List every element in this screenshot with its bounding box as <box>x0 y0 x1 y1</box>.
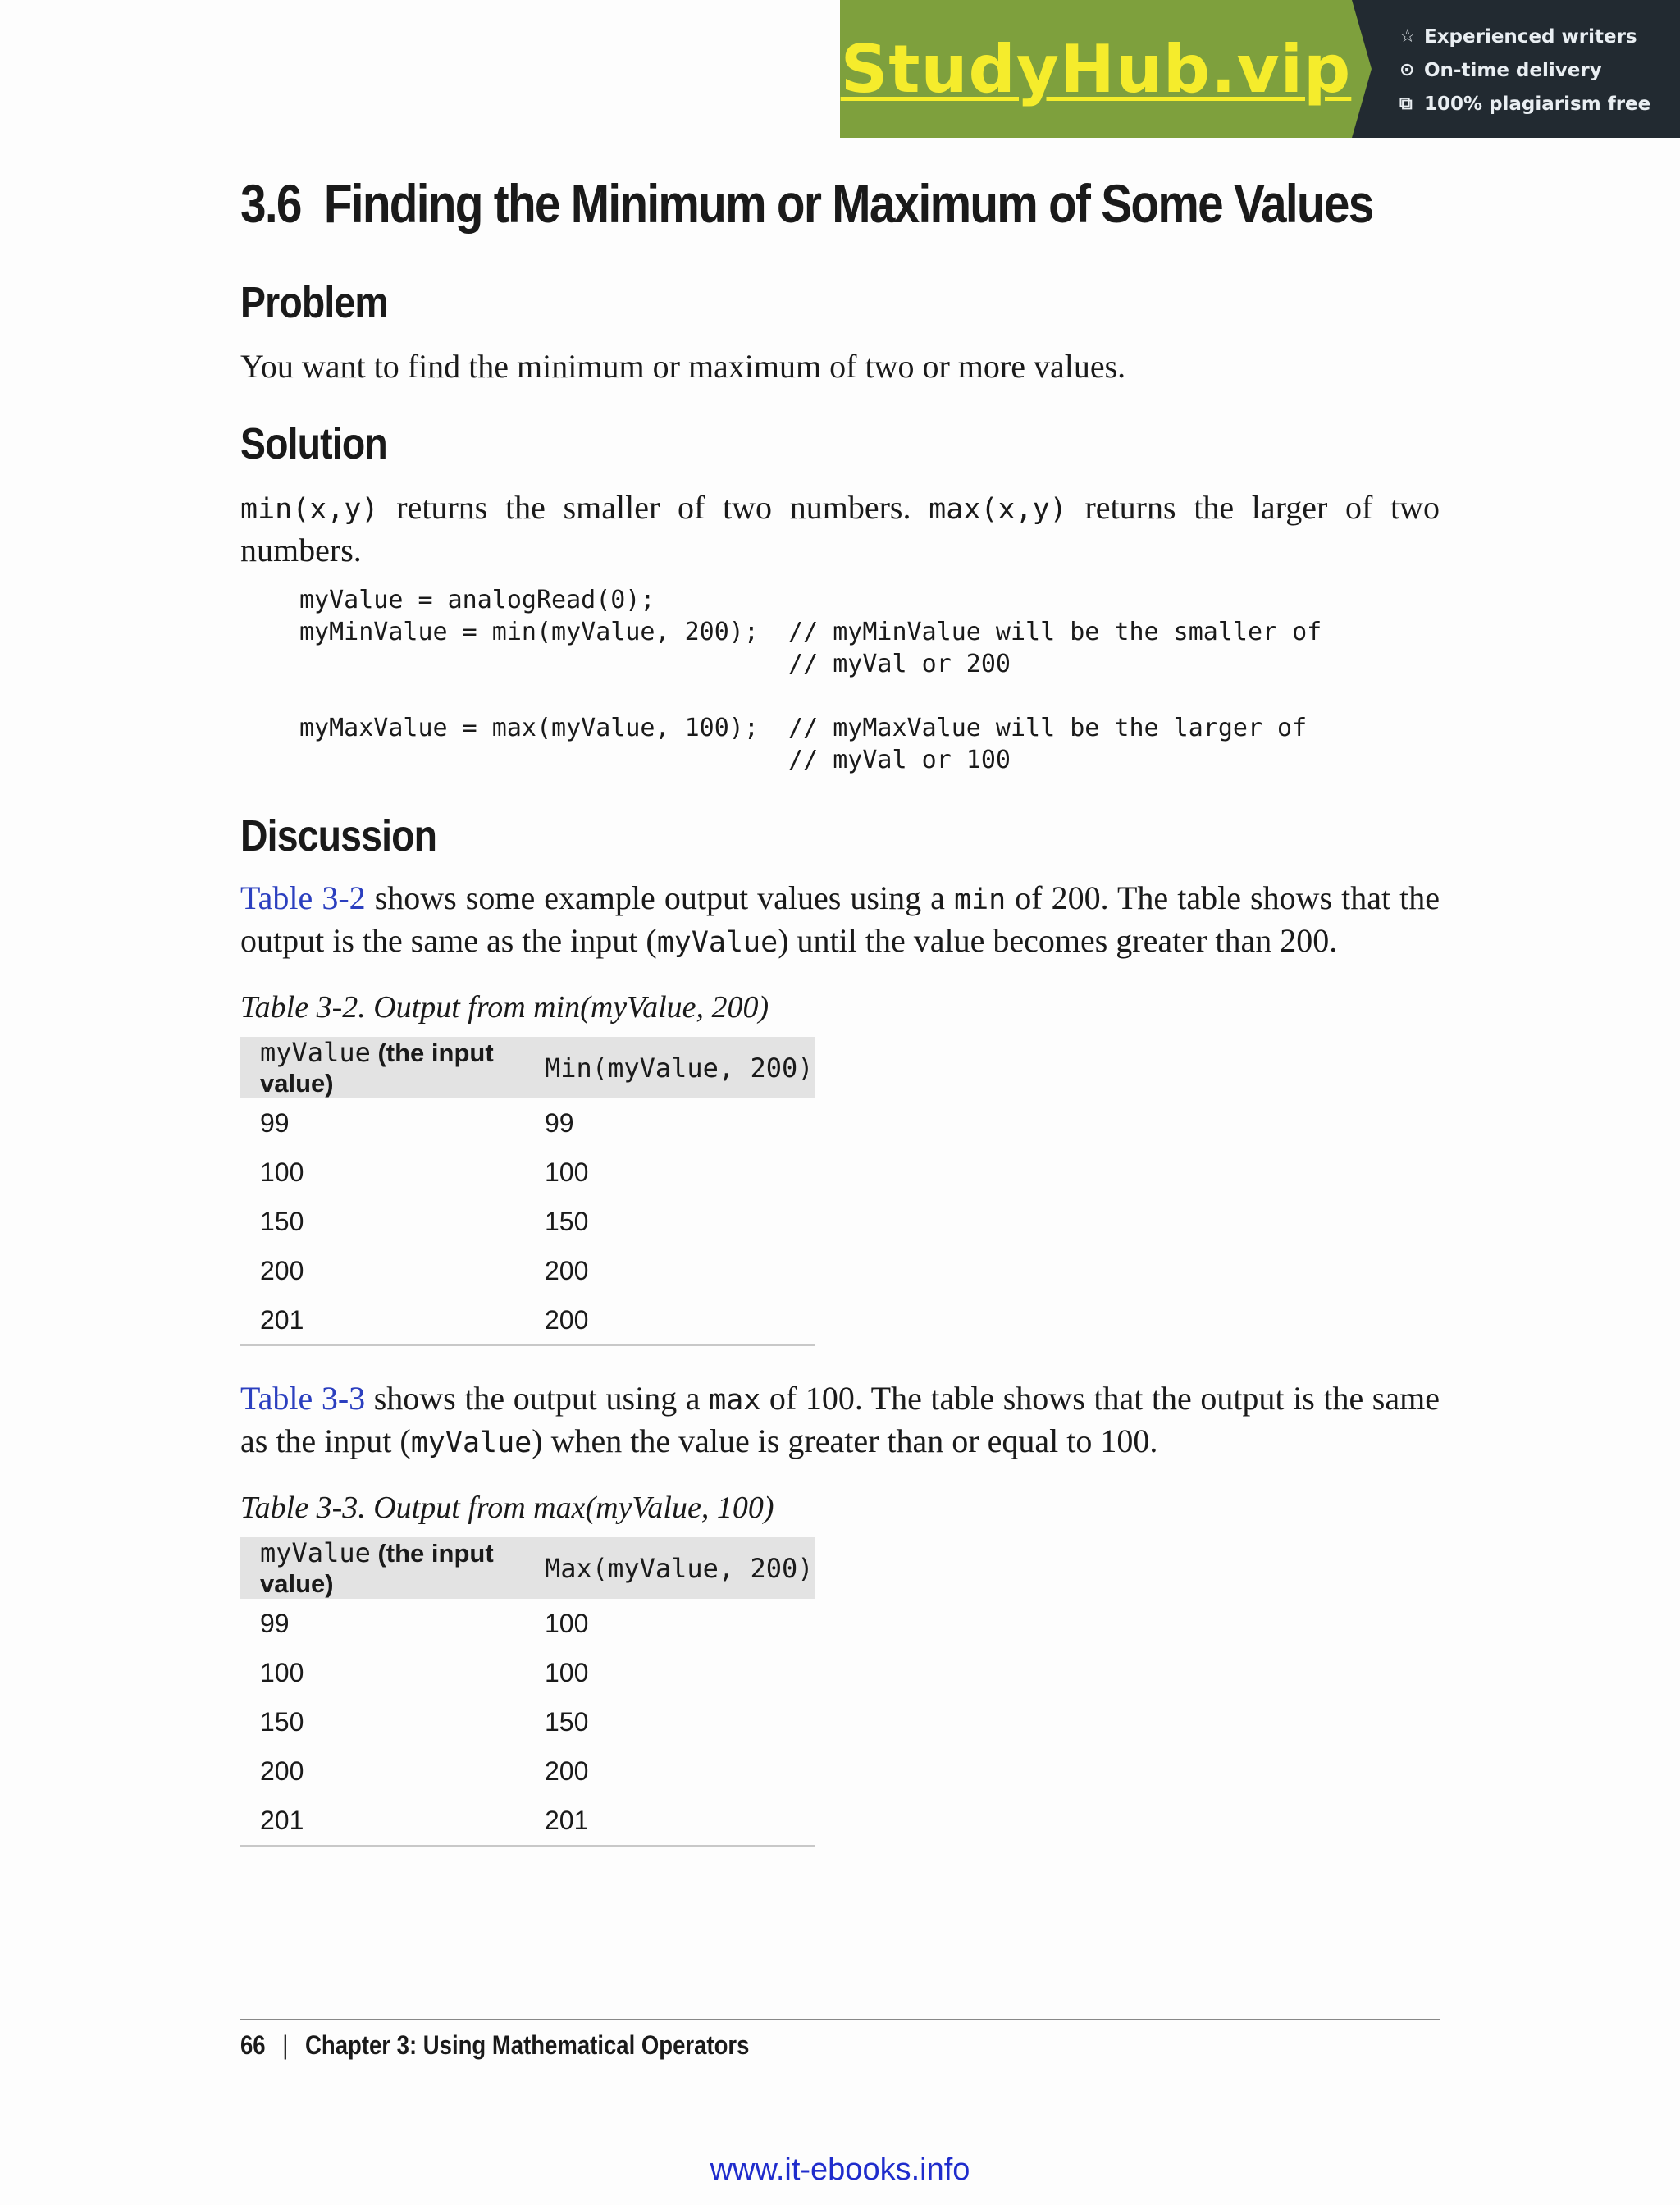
table-3-2 <box>240 1037 815 1346</box>
paragraph-text: ) when the value is greater than or equal to 100. <box>532 1422 1158 1459</box>
table-3-3-caption: Table 3-3. Output from max(myValue, 100) <box>240 1491 774 1525</box>
table-cell: 150 <box>545 1206 589 1236</box>
table-cell: 150 <box>260 1706 304 1737</box>
banner-feature <box>1399 20 1680 53</box>
banner-feature-label: Experienced writers <box>1424 25 1637 48</box>
ad-banner[interactable] <box>840 0 1680 138</box>
table-3-2-link[interactable]: Table 3-2 <box>240 879 366 916</box>
banner-feature <box>1399 53 1680 87</box>
star-icon: ☆ <box>1399 26 1416 47</box>
banner-feature <box>1399 87 1680 121</box>
table-cell: 99 <box>260 1608 290 1638</box>
inline-code: max(x,y) <box>929 493 1067 526</box>
footer-divider <box>240 2019 1440 2020</box>
table-row <box>240 1648 815 1697</box>
paragraph-text: shows the output using a <box>365 1380 710 1417</box>
header-code: myValue <box>260 1537 371 1568</box>
table-cell: 99 <box>545 1107 574 1138</box>
discussion-paragraph-2 <box>240 1378 1440 1463</box>
header-code: myValue <box>260 1037 371 1068</box>
banner-features <box>1352 0 1680 138</box>
table-row <box>240 1295 815 1345</box>
banner-arrow <box>1352 0 1372 138</box>
table-cell: 201 <box>240 1796 525 1846</box>
banner-feature-label: 100% plagiarism free <box>1424 93 1651 115</box>
table-cell: 150 <box>260 1206 304 1236</box>
page-footer <box>240 2030 749 2061</box>
inline-code: max <box>709 1384 761 1417</box>
table-3-3-link[interactable]: Table 3-3 <box>240 1380 366 1417</box>
column-header <box>240 1537 525 1599</box>
table-cell: 100 <box>260 1157 304 1187</box>
paragraph-text: shows some example output values using a <box>365 879 954 916</box>
table-cell: 201 <box>525 1796 815 1846</box>
table-cell: 200 <box>545 1755 589 1786</box>
table-row <box>240 1697 815 1746</box>
table-row <box>240 1098 815 1148</box>
column-header: Max(myValue, 200) <box>525 1537 815 1599</box>
footer-separator: | <box>282 2030 289 2060</box>
section-title-text: Finding the Minimum or Maximum of Some Values <box>323 173 1373 234</box>
table-row <box>240 1746 815 1796</box>
table-cell: 100 <box>545 1608 589 1638</box>
header-text: (the input value) <box>260 1039 494 1098</box>
page-number: 66 <box>240 2030 266 2060</box>
solution-text-part: returns the larger of two numbers. <box>240 489 1440 568</box>
table-3-2-caption: Table 3-2. Output from min(myValue, 200) <box>240 990 769 1025</box>
table-row <box>240 1599 815 1648</box>
section-title <box>240 172 1373 235</box>
site-url-link[interactable]: www.it-ebooks.info <box>710 2152 970 2187</box>
discussion-paragraph-1 <box>240 878 1440 963</box>
problem-heading: Problem <box>240 278 388 327</box>
table-cell: 99 <box>260 1107 290 1138</box>
section-number: 3.6 <box>240 173 301 234</box>
paragraph-text: of 100. The table shows that the output is the same as the input ( <box>240 1380 1440 1459</box>
discussion-heading: Discussion <box>240 811 437 861</box>
problem-text: You want to find the minimum or maximum of two or more values. <box>240 348 1126 385</box>
table-3-3 <box>240 1537 815 1847</box>
paragraph-text: ) until the value becomes greater than 200. <box>778 922 1338 959</box>
table-cell: 100 <box>545 1157 589 1187</box>
inline-code: min(x,y) <box>240 493 379 526</box>
inline-code: min <box>953 883 1007 916</box>
inline-code: myValue <box>656 926 778 959</box>
table-cell: 200 <box>260 1255 304 1285</box>
inline-code: myValue <box>410 1427 532 1459</box>
chapter-title: Chapter 3: Using Mathematical Operators <box>305 2030 750 2060</box>
clock-icon: ⊙ <box>1399 60 1415 80</box>
brand-logo: StudyHub.vip <box>840 30 1352 107</box>
column-header <box>240 1037 525 1098</box>
table-cell: 100 <box>545 1657 589 1687</box>
table-cell: 201 <box>240 1295 525 1345</box>
table-cell: 200 <box>525 1295 815 1345</box>
table-row <box>240 1148 815 1197</box>
code-block: myValue = analogRead(0); myMinValue = min(myValue, 200); // myMinValue will be the smaller of // myVal or 200 myMaxValue = max(myValue, 100); // myMaxValue will be the larger of // myVal or 100 <box>299 586 1322 774</box>
table-row <box>240 1796 815 1846</box>
table-cell: 200 <box>260 1755 304 1786</box>
solution-text <box>240 487 1440 571</box>
paragraph-text: of 200. The table shows that the output is the same as the input ( <box>240 879 1440 959</box>
table-header-row <box>240 1537 815 1599</box>
table-row <box>240 1197 815 1246</box>
table-header-row <box>240 1037 815 1098</box>
brand-logo-box <box>840 0 1352 138</box>
table-cell: 150 <box>545 1706 589 1737</box>
table-row <box>240 1246 815 1295</box>
solution-heading: Solution <box>240 419 387 468</box>
banner-feature-label: On-time delivery <box>1424 59 1602 81</box>
column-header: Min(myValue, 200) <box>525 1037 815 1098</box>
table-cell: 100 <box>260 1657 304 1687</box>
copy-icon: ⧉ <box>1399 94 1413 114</box>
table-cell: 200 <box>545 1255 589 1285</box>
header-text: (the input value) <box>260 1539 494 1598</box>
solution-text-part: returns the smaller of two numbers. <box>378 489 929 526</box>
